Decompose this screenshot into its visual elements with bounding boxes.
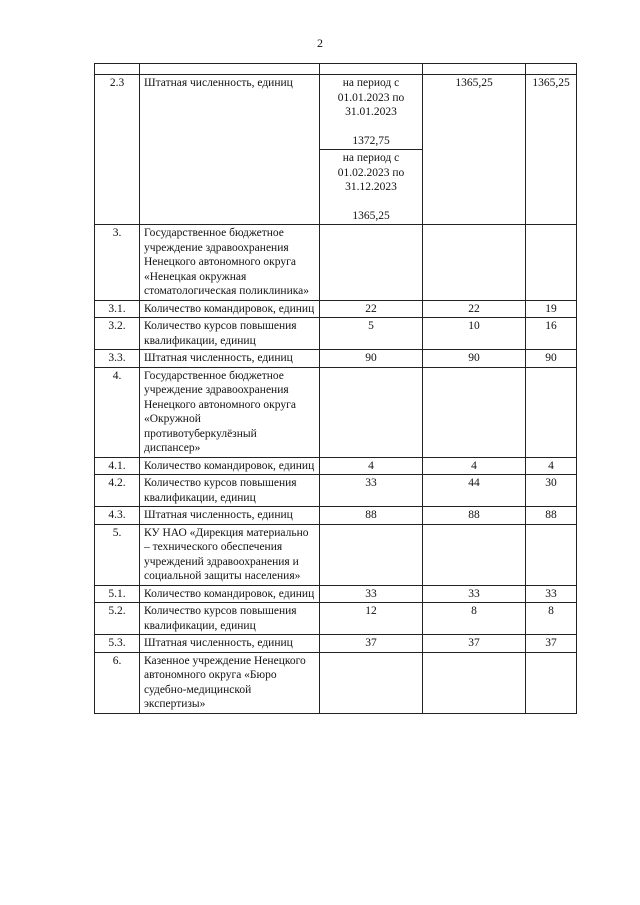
value-cell xyxy=(526,652,577,713)
table-body xyxy=(95,64,577,714)
row-number: 5.3. xyxy=(95,635,140,653)
row-number: 5.1. xyxy=(95,585,140,603)
value-cell: 12 xyxy=(320,603,423,635)
value-cell: 90 xyxy=(320,350,423,368)
row-name: Казенное учреждение Ненецкого автономного округа «Бюро судебно-медицинской экспертизы» xyxy=(140,652,320,713)
table-row xyxy=(95,225,577,301)
table-row xyxy=(95,350,577,368)
period-text: 01.01.2023 по xyxy=(337,91,405,104)
value-cell xyxy=(320,524,423,585)
period-text: на период с xyxy=(342,77,400,89)
row-number: 3. xyxy=(95,225,140,301)
value-cell: 33 xyxy=(423,585,526,603)
row-number: 4.3. xyxy=(95,507,140,525)
value-cell: 88 xyxy=(320,507,423,525)
table-row xyxy=(95,652,577,713)
row-name: КУ НАО «Дирекция материально – технического обеспечения учреждений здравоохранения и социальной защиты населения» xyxy=(140,524,320,585)
value-cell: 4 xyxy=(526,457,577,475)
value-cell: 22 xyxy=(423,300,526,318)
value-cell xyxy=(423,652,526,713)
table-row xyxy=(95,367,577,457)
page-number: 2 xyxy=(317,36,323,50)
value-cell: 37 xyxy=(423,635,526,653)
row-number: 6. xyxy=(95,652,140,713)
period-text: 01.02.2023 по xyxy=(337,166,405,179)
row-name: Количество курсов повышения квалификации, единиц xyxy=(140,318,320,350)
value-cell: 33 xyxy=(320,475,423,507)
row-name: Штатная численность, единиц xyxy=(140,635,320,653)
value-cell: 90 xyxy=(423,350,526,368)
table-row xyxy=(95,318,577,350)
value-cell xyxy=(423,225,526,301)
table-row xyxy=(95,75,577,150)
table-row xyxy=(95,507,577,525)
row-name: Штатная численность, единиц xyxy=(140,350,320,368)
row-name: Количество курсов повышения квалификации, единиц xyxy=(140,603,320,635)
table-row xyxy=(95,524,577,585)
row-number: 5. xyxy=(95,524,140,585)
table-row xyxy=(95,457,577,475)
value-cell xyxy=(423,367,526,457)
value-cell: 8 xyxy=(526,603,577,635)
period-text: 31.12.2023 xyxy=(345,181,397,193)
value-cell: 22 xyxy=(320,300,423,318)
row-name: Штатная численность, единиц xyxy=(140,507,320,525)
table-row xyxy=(95,475,577,507)
value-cell: 10 xyxy=(423,318,526,350)
row-name: Количество курсов повышения квалификации, единиц xyxy=(140,475,320,507)
row-number: 3.3. xyxy=(95,350,140,368)
value-cell xyxy=(526,367,577,457)
row-name: Количество командировок, единиц xyxy=(140,457,320,475)
value-cell xyxy=(526,524,577,585)
row-number: 3.1. xyxy=(95,300,140,318)
value-cell: 1365,25 xyxy=(526,75,577,225)
row-name: Штатная численность, единиц xyxy=(140,75,320,225)
row-number: 4.1. xyxy=(95,457,140,475)
value-cell: 33 xyxy=(526,585,577,603)
table-row-continuation xyxy=(95,64,577,75)
value-cell: 4 xyxy=(423,457,526,475)
value-cell: 16 xyxy=(526,318,577,350)
value-cell: 37 xyxy=(526,635,577,653)
period-text: 31.01.2023 xyxy=(345,106,397,118)
table-row xyxy=(95,585,577,603)
table-row xyxy=(95,300,577,318)
row-name: Государственное бюджетное учреждение здравоохранения Ненецкого автономного округа «Ненецкая окружная стоматологическая поликлиника» xyxy=(140,225,320,301)
value-cell xyxy=(423,524,526,585)
period-cell-1 xyxy=(320,75,423,150)
value-cell: 19 xyxy=(526,300,577,318)
row-number: 4. xyxy=(95,367,140,457)
value-cell xyxy=(320,367,423,457)
row-number: 4.2. xyxy=(95,475,140,507)
value-cell: 33 xyxy=(320,585,423,603)
period-cell-2 xyxy=(320,150,423,225)
row-name: Государственное бюджетное учреждение здравоохранения Ненецкого автономного округа «Окружной противотуберкулёзный диспансер» xyxy=(140,367,320,457)
value-cell xyxy=(526,225,577,301)
value-cell: 4 xyxy=(320,457,423,475)
period-value: 1365,25 xyxy=(352,209,390,222)
row-number: 3.2. xyxy=(95,318,140,350)
period-text: на период с xyxy=(342,152,400,164)
value-cell: 8 xyxy=(423,603,526,635)
period-value: 1372,75 xyxy=(352,134,390,147)
row-name: Количество командировок, единиц xyxy=(140,585,320,603)
value-cell: 88 xyxy=(526,507,577,525)
value-cell xyxy=(320,652,423,713)
value-cell: 1365,25 xyxy=(423,75,526,225)
value-cell: 37 xyxy=(320,635,423,653)
indicators-table xyxy=(94,63,577,714)
value-cell xyxy=(320,225,423,301)
row-number: 2.3 xyxy=(95,75,140,225)
table-row xyxy=(95,635,577,653)
value-cell: 5 xyxy=(320,318,423,350)
value-cell: 88 xyxy=(423,507,526,525)
value-cell: 44 xyxy=(423,475,526,507)
value-cell: 30 xyxy=(526,475,577,507)
row-number: 5.2. xyxy=(95,603,140,635)
value-cell: 90 xyxy=(526,350,577,368)
row-name: Количество командировок, единиц xyxy=(140,300,320,318)
table-row xyxy=(95,603,577,635)
